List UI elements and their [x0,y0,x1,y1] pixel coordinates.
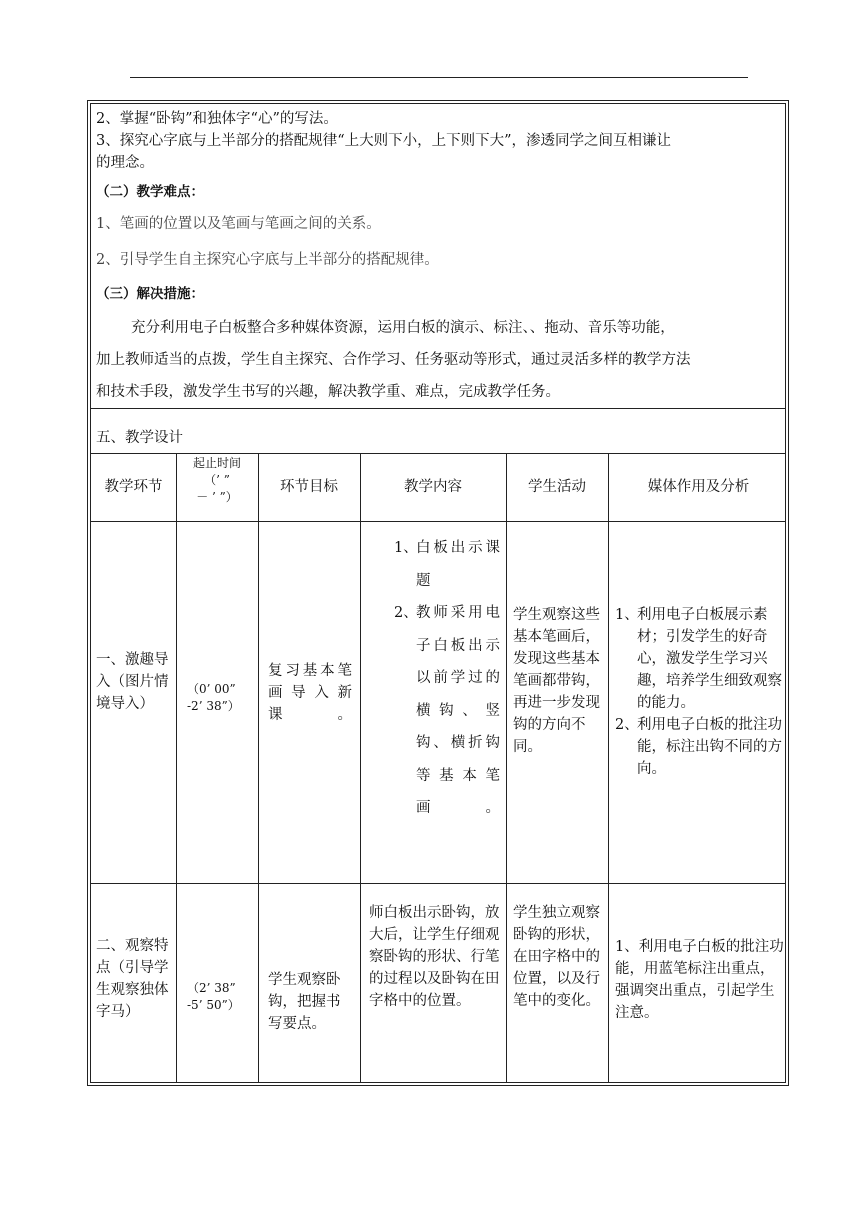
col-line-2 [258,453,259,1082]
row1-time-start: （0’ 00” [187,682,236,696]
header-time-line-3: － ’ ”） [196,490,238,504]
row1-time [187,681,257,715]
row1-content [394,532,500,825]
measures-line-1: 充分利用电子白板整合多种媒体资源，运用白板的演示、标注、、拖动、音乐等功能， [131,320,675,336]
col-line-4 [506,453,507,1082]
row2-media: 1、利用电子白板的批注功能，用蓝笔标注出重点，强调突出重点，引起学生注意。 [615,939,784,1021]
row2-activity: 学生独立观察卧钩的形状，在田字格中的位置，以及行笔中的变化。 [513,905,600,1009]
row1-media [615,604,785,780]
row1-goal: 复习基本笔画导入新课。 [268,663,352,723]
header-rule [130,77,748,78]
section-5-title: 五、教学设计 [96,430,183,446]
section-4-objectives [91,104,785,409]
col-line-1 [176,453,177,1082]
section-divider [91,408,785,409]
row1-bottom-line [91,883,785,884]
row2-stage: 二、观察特点（引导学生观察独体字马） [96,938,169,1020]
row1-time-end: -2’ 38”） [187,699,240,713]
objective-2: 2、掌握“卧钩”和独体字“心”的写法。 [96,111,338,127]
difficulty-heading: （二）教学难点： [96,184,204,200]
measures-heading: （三）解决措施： [96,286,204,302]
header-activity: 学生活动 [528,479,586,495]
col-line-3 [360,453,361,1082]
col-line-5 [608,453,609,1082]
header-time [176,455,258,506]
lesson-plan-sheet [87,100,789,1086]
table-top-line [91,453,785,454]
row1-media-item: 2、 利用电子白板的批注功能，标注出钩不同的方向。 [615,717,782,777]
measures-line-2: 加上教师适当的点拨，学生自主探究、合作学习、任务驱动等形式，通过灵活多样的教学方法 [96,352,691,368]
difficulty-1: 1、笔画的位置以及笔画与笔画之间的关系。 [96,216,381,232]
measures-line-3: 和技术手段，激发学生书写的兴趣，解决教学重、难点，完成教学任务。 [96,384,560,400]
header-bottom-line [91,521,785,522]
objective-3-line-a: 3、探究心字底与上半部分的搭配规律“上大则下小，上下则下大”，渗透同学之间互相谦让 [96,133,672,149]
row2-time-start: （2’ 38” [187,981,236,995]
header-media: 媒体作用及分析 [647,479,750,495]
row1-activity: 学生观察这些基本笔画后，发现这些基本笔画都带钩，再进一步发现钩的方向不同。 [513,607,600,755]
row1-content-item: 2、 教师采用电子白板出示以前学过的横钩、竖钩、横折钩等基本笔画。 [394,605,500,816]
row2-content: 师白板出示卧钩，放大后，让学生仔细观察卧钩的形状、行笔的过程以及卧钩在田字格中的位置。 [369,905,500,1009]
header-time-line-2: （’ ” [204,473,230,487]
row2-goal: 学生观察卧钩，把握书写要点。 [268,972,341,1032]
row1-stage: 一、激趣导入（图片情境导入） [96,652,169,712]
sheet-inner-border [90,103,786,1083]
header-goal: 环节目标 [280,479,338,495]
header-time-line-1: 起止时间 [192,456,241,470]
objective-3-line-b: 的理念。 [96,155,154,171]
row2-time-end: -5’ 50”） [187,998,240,1012]
header-content: 教学内容 [404,479,462,495]
row1-content-item: 1、 白板出示课题 [394,540,500,589]
row1-media-item: 1、 利用电子白板展示素材；引发学生的好奇心，激发学生学习兴趣，培养学生细致观察的能力。 [615,607,782,711]
header-stage: 教学环节 [104,479,163,495]
difficulty-2: 2、引导学生自主探究心字底与上半部分的搭配规律。 [96,252,439,268]
row2-time [187,980,257,1014]
